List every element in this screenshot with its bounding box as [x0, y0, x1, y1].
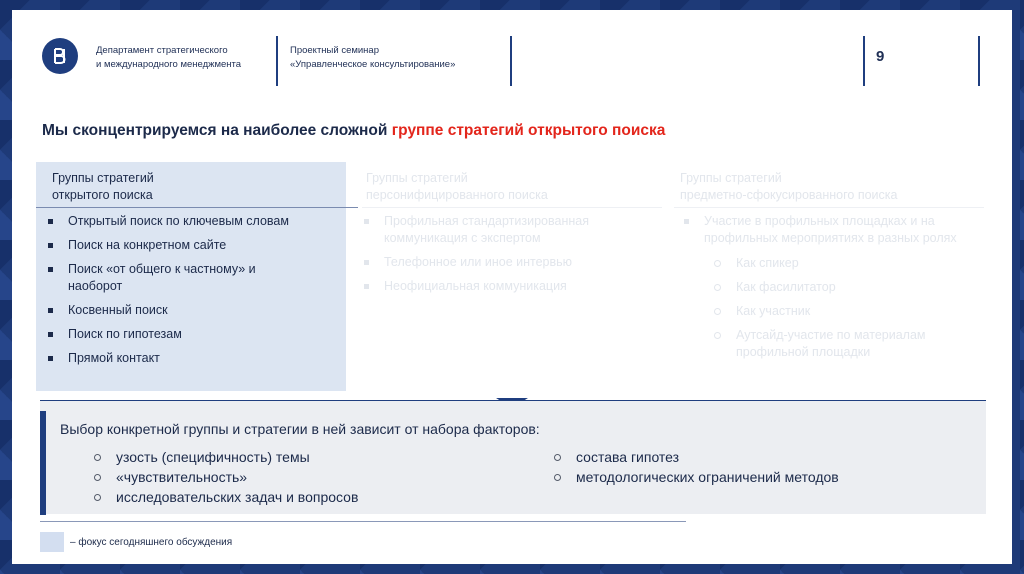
bullet-icon: [684, 219, 689, 224]
list-item: Поиск «от общего к частному» и наоборот: [42, 261, 282, 295]
bullet-icon: [364, 260, 369, 265]
hse-logo-icon: [42, 38, 78, 74]
bottom-divider: [40, 521, 686, 522]
list-item: Телефонное или иное интервью: [358, 254, 658, 271]
list-item: Поиск на конкретном сайте: [42, 237, 342, 254]
list-item: узость (специфичность) темы: [92, 447, 358, 467]
factors-left-list: [92, 447, 358, 507]
dept-line-1: Департамент стратегического: [96, 45, 228, 56]
bullet-icon: [364, 284, 369, 289]
list-item: состава гипотез: [552, 447, 839, 467]
bullet-icon: [48, 308, 53, 313]
circle-bullet-icon: [94, 494, 101, 501]
circle-bullet-icon: [714, 332, 721, 339]
column-3-head-line-1: Группы стратегий: [680, 171, 782, 185]
column-open-search-header: [52, 170, 154, 204]
column-2-rule: [362, 207, 662, 208]
dept-line-2: и международного менеджмента: [96, 59, 242, 70]
column-3-head-line-2: предметно-сфокусированного поиска: [680, 188, 898, 202]
header-divider-1: [276, 36, 278, 86]
factors-accent-bar: [40, 411, 46, 515]
seminar-line-2: «Управленческое консультирование»: [290, 59, 456, 70]
column-1-head-line-2: открытого поиска: [52, 188, 153, 202]
list-item: Участие в профильных площадках и на профильных мероприятиях в разных ролях: [678, 213, 984, 247]
circle-bullet-icon: [714, 284, 721, 291]
bullet-icon: [48, 243, 53, 248]
slide: [12, 10, 1012, 564]
bullet-icon: [48, 219, 53, 224]
list-item: исследовательских задач и вопросов: [92, 487, 358, 507]
seminar-name: [290, 44, 455, 72]
factors-title: Выбор конкретной группы и стратегии в ней зависит от набора факторов:: [60, 421, 540, 437]
circle-bullet-icon: [554, 474, 561, 481]
title-main: Мы сконцентрируемся на наиболее сложной: [42, 122, 392, 139]
list-item: Косвенный поиск: [42, 302, 342, 319]
bullet-icon: [48, 267, 53, 272]
column-3-rule: [674, 207, 984, 208]
list-item: Аутсайд-участие по материалам профильной площадки: [696, 327, 986, 361]
bullet-icon: [48, 332, 53, 337]
factors-right-list: [552, 447, 839, 487]
list-item: методологических ограничений методов: [552, 467, 839, 487]
column-focused-search-header: [680, 170, 897, 204]
list-item: Прямой контакт: [42, 350, 342, 367]
circle-bullet-icon: [554, 454, 561, 461]
legend-text: – фокус сегодняшнего обсуждения: [70, 537, 233, 548]
bullet-icon: [364, 219, 369, 224]
bullet-icon: [48, 356, 53, 361]
slide-title: [42, 122, 665, 140]
title-accent: группе стратегий открытого поиска: [391, 122, 666, 139]
list-item: Открытый поиск по ключевым словам: [42, 213, 342, 230]
legend-swatch: [40, 532, 64, 552]
circle-bullet-icon: [714, 308, 721, 315]
list-item: Поиск по гипотезам: [42, 326, 342, 343]
column-1-rule: [36, 207, 358, 208]
list-item: Как спикер: [696, 255, 986, 272]
column-2-head-line-1: Группы стратегий: [366, 171, 468, 185]
seminar-line-1: Проектный семинар: [290, 45, 379, 56]
circle-bullet-icon: [94, 454, 101, 461]
page-number: 9: [876, 48, 885, 65]
department-name: [96, 44, 241, 72]
list-item: Неофициальная коммуникация: [358, 278, 658, 295]
column-2-list: [358, 213, 658, 302]
column-1-list: [42, 213, 342, 374]
list-item: «чувствительность»: [92, 467, 358, 487]
circle-bullet-icon: [714, 260, 721, 267]
header-divider-4: [978, 36, 980, 86]
circle-bullet-icon: [94, 474, 101, 481]
list-item: Как участник: [696, 303, 986, 320]
column-2-head-line-2: персонифицированного поиска: [366, 188, 548, 202]
list-item: Профильная стандартизированная коммуникация с экспертом: [358, 213, 658, 247]
list-item: Как фасилитатор: [696, 279, 986, 296]
header-divider-3: [863, 36, 865, 86]
column-1-head-line-1: Группы стратегий: [52, 171, 154, 185]
factors-box: [40, 400, 986, 514]
column-personal-search-header: [366, 170, 548, 204]
column-3-sublist: [696, 255, 986, 368]
header-divider-2: [510, 36, 512, 86]
column-3-list: [678, 213, 984, 254]
